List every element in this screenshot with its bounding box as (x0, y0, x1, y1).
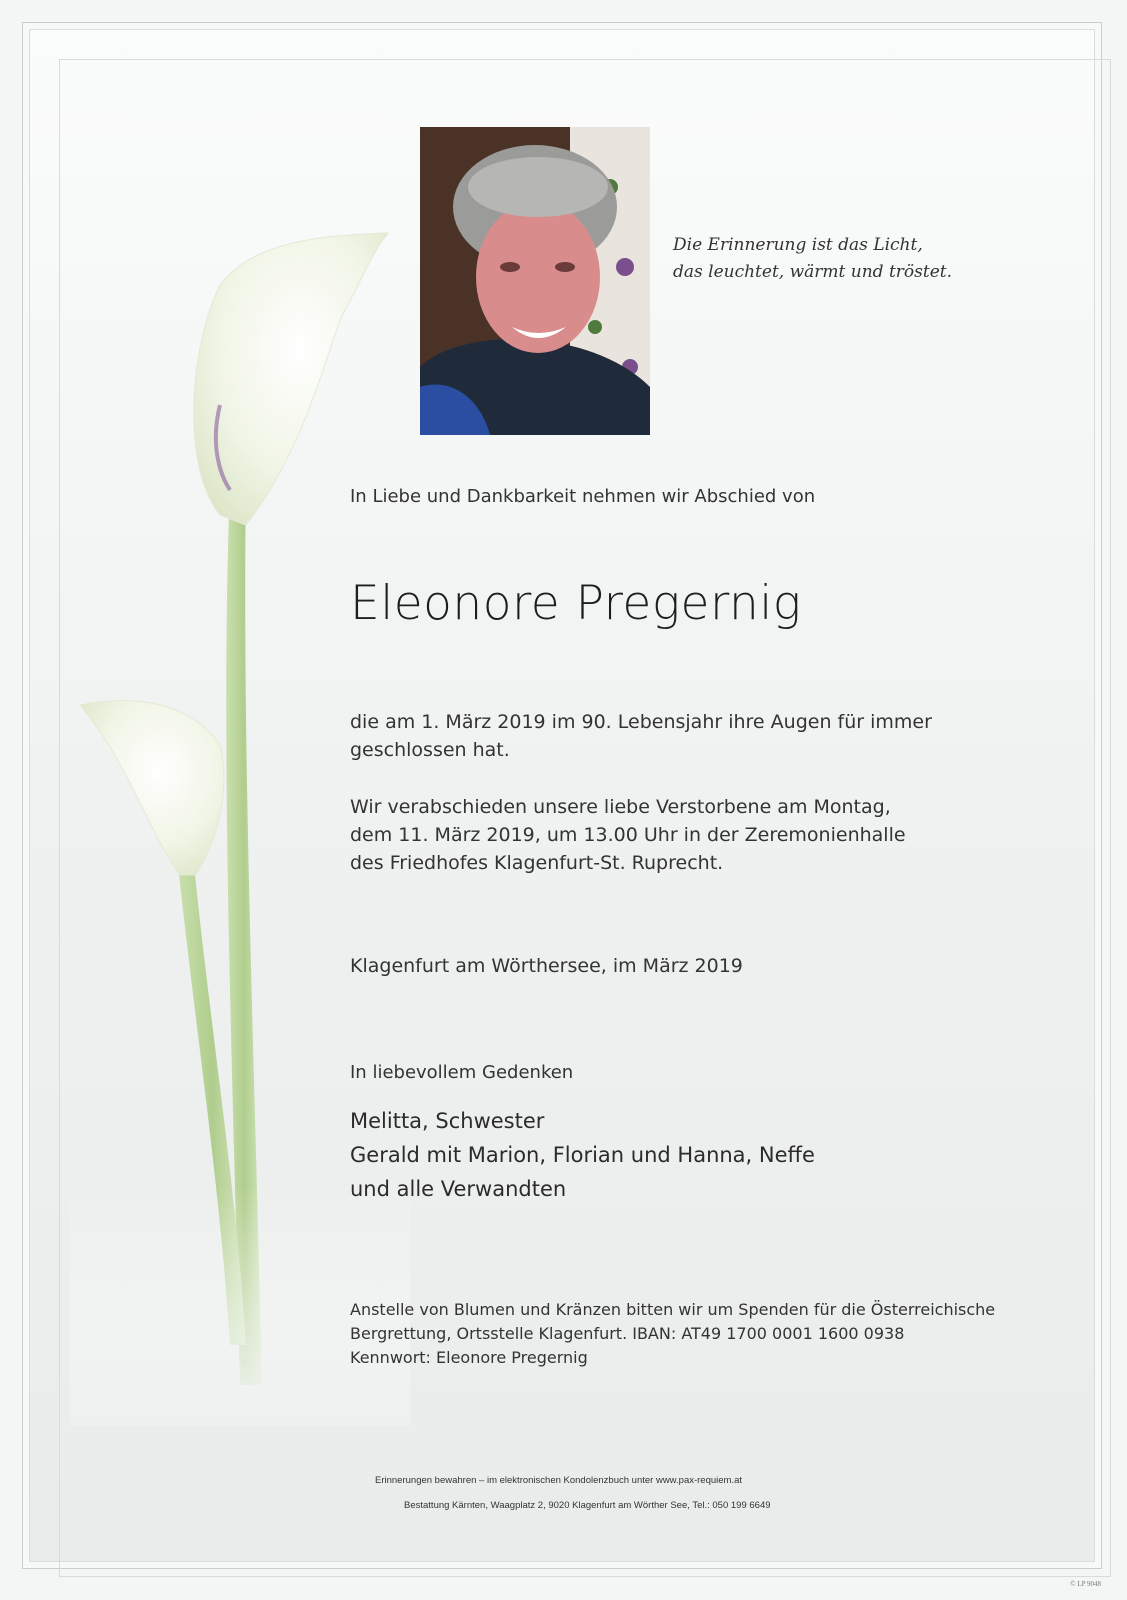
print-code: © LP 9048 (1070, 1580, 1101, 1588)
funeral-details (350, 793, 906, 877)
quote-line: Die Erinnerung ist das Licht, (673, 235, 923, 255)
mourners-list (350, 1104, 815, 1206)
funeral-details-line: dem 11. März 2019, um 13.00 Uhr in der Zeremonienhalle (350, 824, 906, 846)
memorial-quote (673, 232, 993, 286)
portrait-photo (420, 127, 650, 435)
donation-request (350, 1298, 995, 1370)
donation-line: Kennwort: Eleonore Pregernig (350, 1348, 588, 1367)
donation-line: Anstelle von Blumen und Kränzen bitten wir um Spenden für die Österreichische (350, 1300, 996, 1319)
funeral-home-address: Bestattung Kärnten, Waagplatz 2, 9020 Klagenfurt am Wörther See, Tel.: 050 199 6649 (404, 1500, 771, 1511)
mourner-entry: und alle Verwandten (350, 1177, 567, 1201)
funeral-details-line: des Friedhofes Klagenfurt-St. Ruprecht. (350, 852, 724, 874)
mourner-entry: Gerald mit Marion, Florian und Hanna, Neffe (350, 1143, 815, 1167)
farewell-intro: In Liebe und Dankbarkeit nehmen wir Abschied von (350, 486, 816, 507)
death-notice-line: geschlossen hat. (350, 739, 510, 761)
death-notice-line: die am 1. März 2019 im 90. Lebensjahr ihre Augen für immer (350, 711, 932, 733)
deceased-name: Eleonore Pregernig (350, 576, 802, 631)
mourner-entry: Melitta, Schwester (350, 1109, 545, 1133)
remembrance-label: In liebevollem Gedenken (350, 1062, 574, 1083)
funeral-details-line: Wir verabschieden unsere liebe Verstorbene am Montag, (350, 796, 891, 818)
quote-line: das leuchtet, wärmt und tröstet. (673, 262, 952, 282)
death-notice (350, 708, 932, 764)
condolence-book-note: Erinnerungen bewahren – im elektronischen Kondolenzbuch unter www.pax-requiem.at (375, 1475, 743, 1486)
donation-line: Bergrettung, Ortsstelle Klagenfurt. IBAN: AT49 1700 0001 1600 0938 (350, 1324, 905, 1343)
place-date: Klagenfurt am Wörthersee, im März 2019 (350, 955, 743, 977)
